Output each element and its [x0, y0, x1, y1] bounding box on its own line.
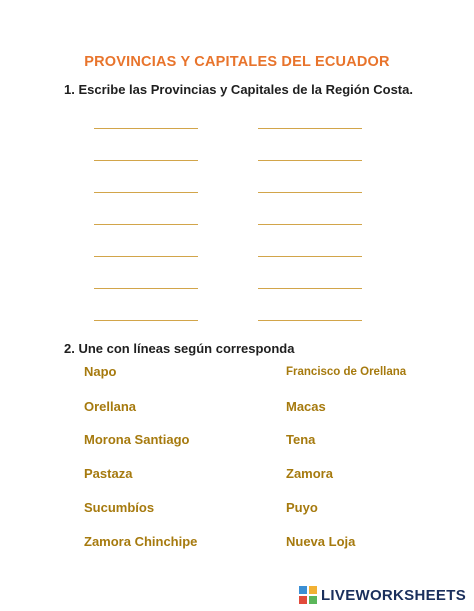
answer-line-left-2[interactable]	[94, 142, 198, 161]
liveworksheets-logo	[299, 585, 466, 605]
capital-item[interactable]: Tena	[286, 432, 316, 447]
answer-line-right-5[interactable]	[258, 238, 362, 257]
question-2: 2. Une con líneas según corresponda	[64, 341, 295, 356]
province-item[interactable]: Napo	[84, 364, 117, 379]
worksheet-title: PROVINCIAS Y CAPITALES DEL ECUADOR	[84, 54, 390, 70]
answer-line-right-7[interactable]	[258, 302, 362, 321]
province-item[interactable]: Orellana	[84, 399, 137, 414]
answer-line-right-6[interactable]	[258, 270, 362, 289]
answer-line-left-1[interactable]	[94, 110, 198, 129]
province-item[interactable]: Sucumbíos	[84, 500, 155, 515]
answer-line-left-6[interactable]	[94, 270, 198, 289]
capital-item[interactable]: Macas	[286, 399, 326, 414]
logo-text: LIVEWORKSHEETS	[320, 586, 466, 604]
answer-line-left-4[interactable]	[94, 206, 198, 225]
capital-item[interactable]: Nueva Loja	[286, 534, 356, 549]
capital-item[interactable]: Zamora	[286, 466, 333, 481]
answer-line-right-4[interactable]	[258, 206, 362, 225]
province-item[interactable]: Morona Santiago	[84, 432, 190, 447]
answer-line-left-3[interactable]	[94, 174, 198, 193]
answer-line-right-1[interactable]	[258, 110, 362, 129]
answer-line-right-2[interactable]	[258, 142, 362, 161]
capital-item[interactable]: Puyo	[286, 500, 318, 515]
question-1: 1. Escribe las Provincias y Capitales de la Región Costa.	[64, 82, 413, 97]
province-item[interactable]: Zamora Chinchipe	[84, 534, 198, 549]
answer-line-left-5[interactable]	[94, 238, 198, 257]
capital-item[interactable]: Francisco de Orellana	[286, 366, 407, 378]
answer-line-right-3[interactable]	[258, 174, 362, 193]
answer-line-left-7[interactable]	[94, 302, 198, 321]
province-item[interactable]: Pastaza	[84, 466, 133, 481]
liveworksheets-logo-icon	[299, 586, 317, 604]
